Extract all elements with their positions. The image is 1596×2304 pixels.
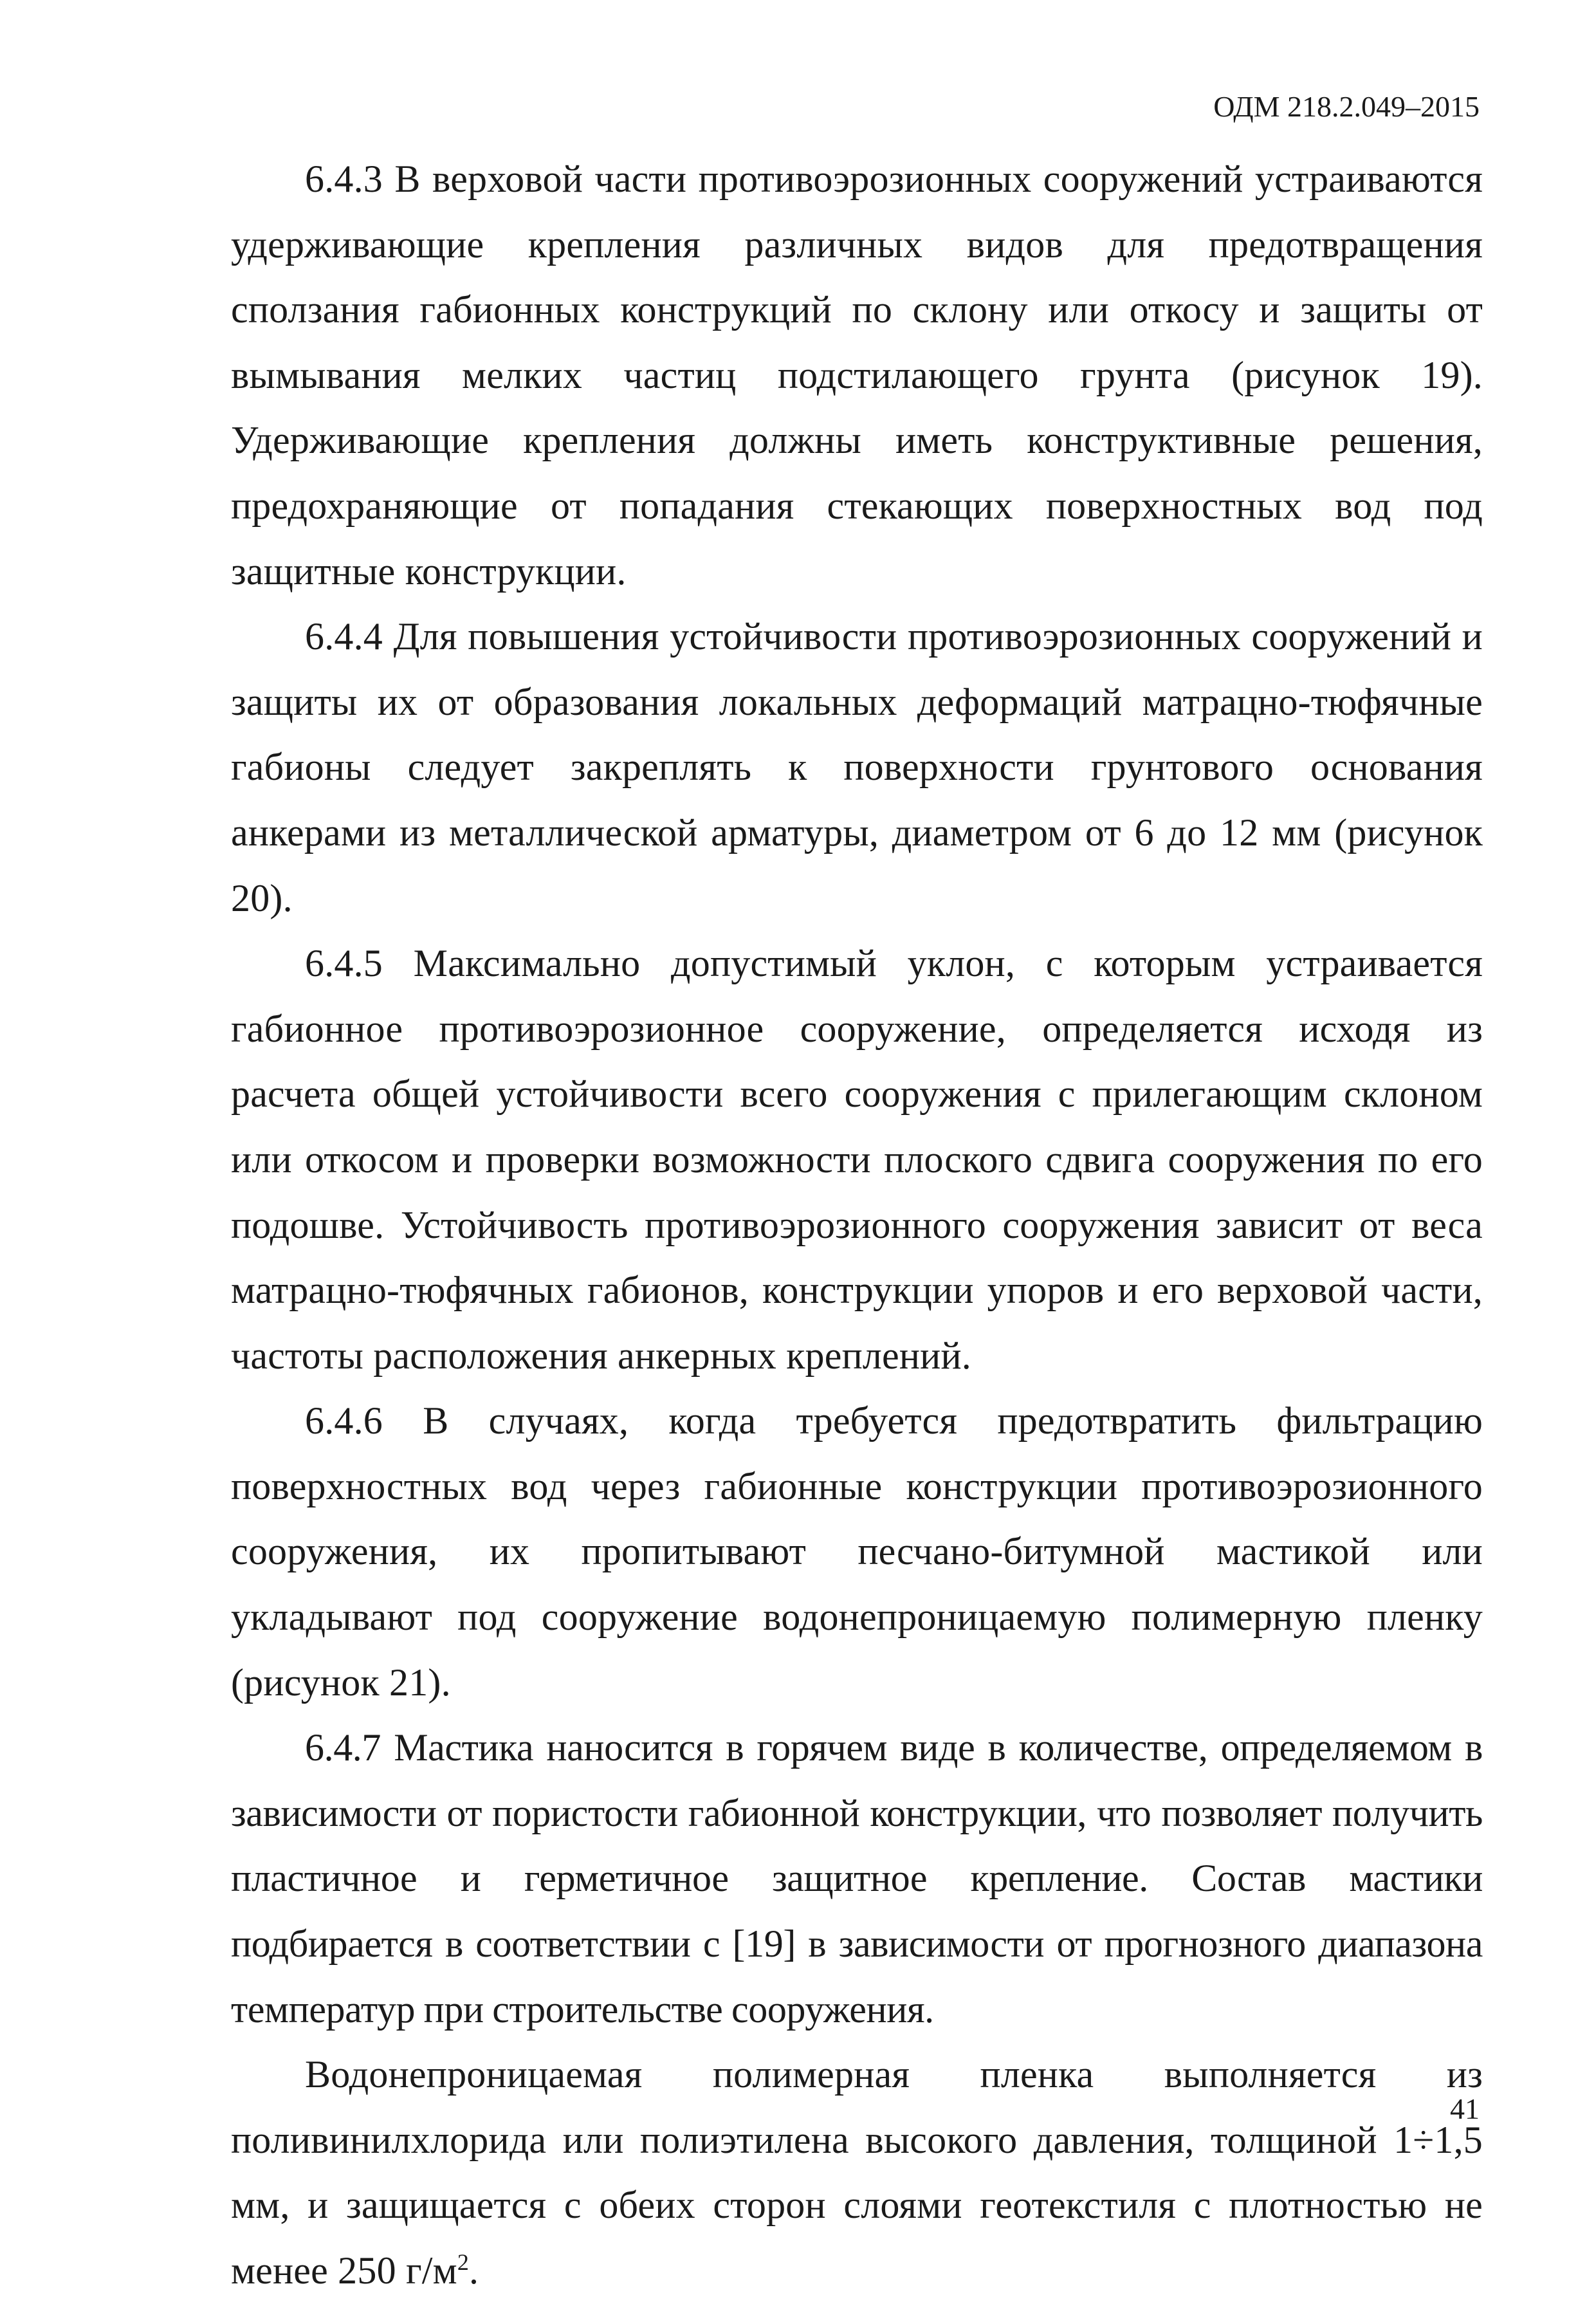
document-body <box>231 147 1483 2304</box>
paragraph-film-text: Водонепроницаемая полимерная пленка выполняется из поливинилхлорида или полиэтилена высокого давления, толщиной 1÷1,5 мм, и защищается с обеих сторон слоями геотекстиля с плотностью не менее 250 г/м <box>231 2053 1483 2292</box>
paragraph-6-4-4: 6.4.4 Для повышения устойчивости противоэрозионных сооружений и защиты их от образования локальных деформаций матрацно-тюфячные габионы следует закреплять к поверхности грунтового основания анкерами из металлической арматуры, диаметром от 6 до 12 мм (рисунок 20). <box>231 615 1483 919</box>
paragraph-6-4-7: 6.4.7 Мастика наносится в горячем виде в количестве, определяемом в зависимости от пористости габионной конструкции, что позволяет получить пластичное и герметичное защитное крепление. Состав мастики подбирается в соответствии с [19] в зависимости от прогнозного диапазона температур при строительстве сооружения. <box>231 1726 1483 2031</box>
page-number: 41 <box>1450 2092 1480 2125</box>
paragraph-6-4-6: 6.4.6 В случаях, когда требуется предотвратить фильтрацию поверхностных вод через габионные конструкции противоэрозионного сооружения, их пропитывают песчано-битумной мастикой или укладывают под сооружение водонепроницаемую полимерную пленку (рисунок 21). <box>231 1399 1483 1704</box>
paragraph-film-end: . <box>469 2249 479 2292</box>
superscript-square: 2 <box>457 2249 470 2275</box>
paragraph-6-4-3: 6.4.3 В верховой части противоэрозионных сооружений устраиваются удерживающие крепления различных видов для предотвращения сползания габионных конструкций по склону или откосу и защиты от вымывания мелких частиц подстилающего грунта (рисунок 19). Удерживающие крепления должны иметь конструктивные решения, предохраняющие от попадания стекающих поверхностных вод под защитные конструкции. <box>231 158 1483 593</box>
paragraph-6-4-5: 6.4.5 Максимально допустимый уклон, с которым устраивается габионное противоэрозионное сооружение, определяется исходя из расчета общей устойчивости всего сооружения с прилегающим склоном или откосом и проверки возможности плоского сдвига сооружения по его подошве. Устойчивость противоэрозионного сооружения зависит от веса матрацно-тюфячных габионов, конструкции упоров и его верховой части, частоты расположения анкерных креплений. <box>231 942 1483 1377</box>
paragraph-film <box>231 2042 1483 2303</box>
document-code-header: ОДМ 218.2.049–2015 <box>1213 90 1480 123</box>
